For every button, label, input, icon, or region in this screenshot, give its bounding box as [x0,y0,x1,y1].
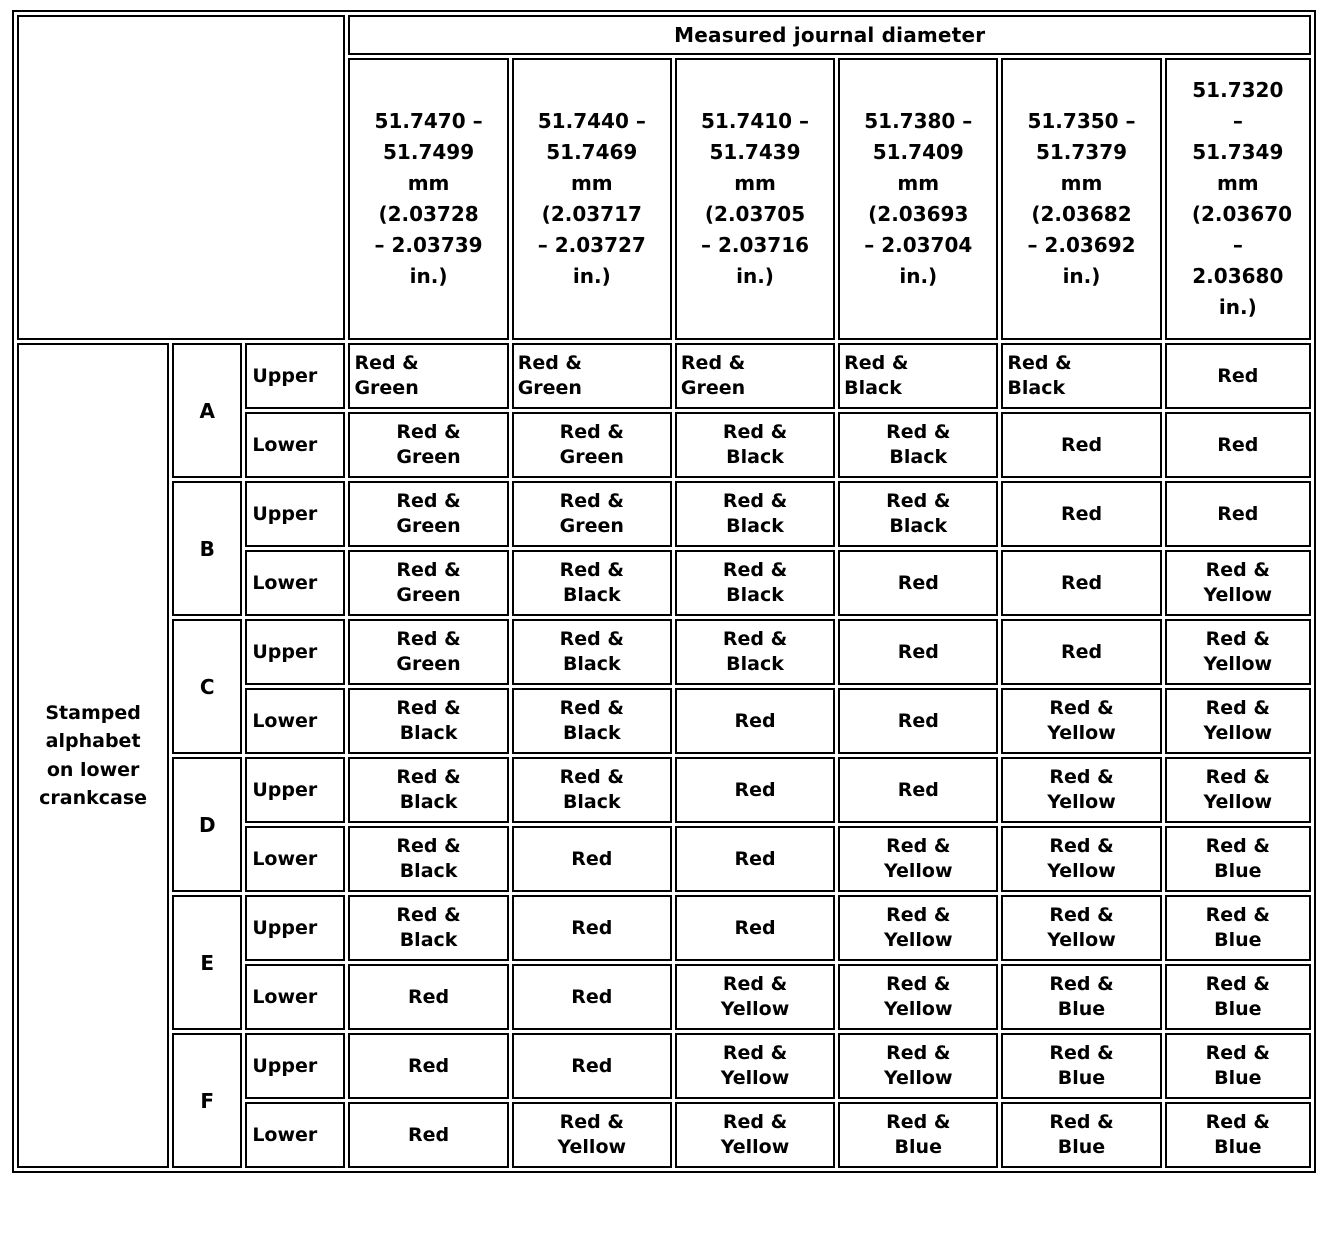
bearing-color-cell [512,1102,672,1168]
bearing-color-cell [838,757,998,823]
bearing-color-cell [512,757,672,823]
bearing-color-cell [1001,619,1161,685]
bearing-color-cell [512,688,672,754]
bearing-color-text: Red & Black [886,490,951,537]
bearing-color-text: Red & Blue [1205,1111,1270,1158]
bearing-color-text: Red [571,985,613,1008]
column-header-text: 51.7320 – 51.7349 mm (2.03670 – 2.03680 in.) [1191,78,1293,319]
column-header-text: 51.7470 – 51.7499 mm (2.03728 – 2.03739 in.) [374,109,483,288]
bearing-color-cell [675,757,835,823]
bearing-color-cell [348,964,508,1030]
bearing-color-text: Red & Black [396,697,461,744]
bearing-color-text: Red & Yellow [557,1111,627,1158]
row-position-label: Upper [245,1033,345,1099]
column-header-text: 51.7410 – 51.7439 mm (2.03705 – 2.03716 in.) [701,109,810,288]
bearing-color-text: Red & Black [559,766,624,813]
row-position-label: Upper [245,481,345,547]
bearing-color-cell [675,619,835,685]
bearing-color-text: Red [1217,433,1259,456]
bearing-color-cell [838,412,998,478]
bearing-color-cell [348,619,508,685]
bearing-color-text: Red [408,985,450,1008]
bearing-color-text: Red & Green [396,628,461,675]
bearing-color-text: Red [897,640,939,663]
bearing-color-text: Red & Blue [1205,1042,1270,1089]
bearing-color-text: Red [734,778,776,801]
bearing-color-text: Red & Green [559,490,624,537]
bearing-color-cell [512,826,672,892]
row-group-header-text: Stamped alphabet on lower crankcase [39,701,148,809]
bearing-color-text: Red [734,709,776,732]
bearing-color-text: Red & Yellow [883,904,953,951]
bearing-color-text: Red [734,916,776,939]
bearing-color-text: Red & Black [396,766,461,813]
bearing-color-cell [838,550,998,616]
bearing-color-cell [1001,688,1161,754]
bearing-color-text: Red & Yellow [720,973,790,1020]
bearing-color-cell [838,1102,998,1168]
bearing-color-cell [1165,757,1311,823]
bearing-color-text: Red & Blue [1205,904,1270,951]
bearing-color-text: Red [1060,502,1103,525]
bearing-color-text: Red & Green [559,421,624,468]
bearing-color-cell [1001,826,1161,892]
bearing-color-cell [348,688,508,754]
bearing-color-cell [1001,757,1161,823]
bearing-color-text: Red & Yellow [720,1111,790,1158]
bearing-color-text: Red & Yellow [883,973,953,1020]
bearing-color-text: Red [408,1123,450,1146]
bearing-color-text: Red & Yellow [1047,697,1116,744]
bearing-color-text: Red [1217,502,1259,525]
row-position-label: Lower [245,550,345,616]
column-header-journal-range [838,58,998,340]
bearing-color-cell [838,964,998,1030]
bearing-color-cell [838,619,998,685]
column-header-journal-range [1165,58,1311,340]
bearing-color-text: Red & Blue [1049,973,1114,1020]
bearing-color-text: Red & Yellow [1203,628,1273,675]
bearing-color-cell [675,1102,835,1168]
bearing-color-cell [675,964,835,1030]
bearing-color-cell [838,826,998,892]
bearing-color-text: Red & Yellow [883,1042,953,1089]
bearing-color-cell [675,412,835,478]
bearing-color-cell [348,412,508,478]
column-header-text: 51.7380 – 51.7409 mm (2.03693 – 2.03704 in.) [864,109,973,288]
bearing-color-text: Red & Yellow [1203,559,1273,606]
row-position-label: Upper [245,895,345,961]
group-header-row [17,15,1311,55]
row-position-label: Lower [245,826,345,892]
table-row-d-upper [17,757,1311,823]
column-header-journal-range [675,58,835,340]
bearing-color-text: Red & Green [396,559,461,606]
bearing-color-text: Red & Yellow [1047,904,1116,951]
column-header-text: 51.7440 – 51.7469 mm (2.03717 – 2.03727 in.) [537,109,646,288]
bearing-color-cell [838,895,998,961]
bearing-color-cell [675,343,835,409]
bearing-color-text: Red & Black [722,559,788,606]
bearing-color-cell [1165,895,1311,961]
bearing-color-cell [1001,1102,1161,1168]
bearing-color-text: Red & Blue [1205,973,1270,1020]
row-letter: C [172,619,242,754]
bearing-color-text: Red & Black [396,904,461,951]
bearing-color-text: Red [1060,433,1103,456]
bearing-color-cell [675,550,835,616]
bearing-color-cell [512,343,672,409]
bearing-color-text: Red & Black [722,628,788,675]
bearing-color-cell [348,826,508,892]
row-letter: E [172,895,242,1030]
bearing-color-text: Red & Green [517,352,582,399]
bearing-color-text: Red & Blue [1205,835,1270,882]
bearing-color-cell [675,688,835,754]
bearing-color-cell [1165,1102,1311,1168]
bearing-color-text: Red [897,778,939,801]
bearing-color-text: Red & Blue [1049,1111,1114,1158]
bearing-color-text: Red [571,916,613,939]
bearing-color-text: Red & Black [722,490,788,537]
bearing-color-text: Red & Yellow [1047,766,1116,813]
column-header-journal-range [512,58,672,340]
table-row-b-upper [17,481,1311,547]
bearing-color-text: Red & Yellow [1203,766,1273,813]
bearing-color-cell [348,1033,508,1099]
bearing-color-text: Red [571,1054,613,1077]
bearing-color-cell [675,1033,835,1099]
table-row-a-upper [17,343,1311,409]
bearing-color-cell [348,757,508,823]
bearing-color-cell [1165,826,1311,892]
bearing-color-text: Red & Yellow [1203,697,1273,744]
table-row-f-upper [17,1033,1311,1099]
bearing-color-text: Red & Green [396,490,461,537]
bearing-color-cell [1165,1033,1311,1099]
bearing-color-cell [1001,412,1161,478]
bearing-color-cell [348,1102,508,1168]
bearing-color-cell [675,481,835,547]
bearing-selection-table [12,10,1316,1173]
bearing-color-cell [1165,619,1311,685]
bearing-color-cell [1165,481,1311,547]
bearing-color-text: Red [1060,640,1103,663]
column-header-text: 51.7350 – 51.7379 mm (2.03682 – 2.03692 in.) [1027,109,1136,288]
bearing-color-cell [348,550,508,616]
bearing-color-text: Red & Blue [1049,1042,1114,1089]
bearing-color-cell [1001,964,1161,1030]
bearing-color-cell [512,550,672,616]
bearing-color-text: Red [897,709,939,732]
row-position-label: Upper [245,343,345,409]
table-body [17,343,1311,1168]
bearing-color-cell [512,619,672,685]
bearing-color-cell [838,1033,998,1099]
bearing-color-text: Red & Green [680,352,746,399]
bearing-color-cell [1001,343,1161,409]
row-letter: A [172,343,242,478]
bearing-color-text: Red & Black [559,559,624,606]
bearing-color-cell [512,1033,672,1099]
row-position-label: Lower [245,1102,345,1168]
table-row-e-upper [17,895,1311,961]
bearing-color-cell [512,481,672,547]
row-letter: D [172,757,242,892]
column-header-journal-range [348,58,508,340]
bearing-color-text: Red & Black [722,421,788,468]
bearing-color-cell [838,481,998,547]
row-position-label: Lower [245,688,345,754]
bearing-color-cell [1165,343,1311,409]
bearing-color-text: Red & Black [559,697,624,744]
bearing-color-text: Red [1060,571,1103,594]
table-row-c-upper [17,619,1311,685]
bearing-color-text: Red & Black [886,421,951,468]
bearing-color-text: Red & Black [1007,352,1072,399]
bearing-color-cell [512,895,672,961]
bearing-color-cell [348,481,508,547]
bearing-color-text: Red & Green [354,352,419,399]
bearing-color-cell [675,895,835,961]
bearing-color-text: Red [1217,364,1259,387]
bearing-color-cell [1001,481,1161,547]
bearing-color-text: Red & Black [396,835,461,882]
bearing-color-cell [1165,688,1311,754]
bearing-color-cell [348,343,508,409]
bearing-color-text: Red [897,571,939,594]
column-group-header: Measured journal diameter [348,15,1311,55]
row-position-label: Lower [245,964,345,1030]
bearing-color-cell [1165,412,1311,478]
bearing-color-cell [1165,550,1311,616]
bearing-color-text: Red [571,847,613,870]
corner-cell [17,15,345,340]
row-position-label: Lower [245,412,345,478]
row-position-label: Upper [245,619,345,685]
bearing-color-cell [1001,550,1161,616]
bearing-color-text: Red & Green [396,421,461,468]
row-letter: F [172,1033,242,1168]
row-letter: B [172,481,242,616]
bearing-color-cell [838,343,998,409]
bearing-color-text: Red & Blue [886,1111,951,1158]
row-group-header [17,343,169,1168]
row-position-label: Upper [245,757,345,823]
bearing-color-text: Red & Yellow [883,835,953,882]
column-header-journal-range [1001,58,1161,340]
bearing-color-text: Red & Yellow [720,1042,790,1089]
bearing-color-text: Red & Black [559,628,624,675]
bearing-color-text: Red & Yellow [1047,835,1116,882]
bearing-color-text: Red [408,1054,450,1077]
bearing-color-cell [512,964,672,1030]
bearing-color-cell [675,826,835,892]
bearing-color-text: Red [734,847,776,870]
bearing-color-cell [1001,1033,1161,1099]
bearing-color-cell [512,412,672,478]
bearing-color-text: Red & Black [844,352,909,399]
bearing-color-cell [838,688,998,754]
bearing-color-cell [348,895,508,961]
bearing-color-cell [1001,895,1161,961]
bearing-color-cell [1165,964,1311,1030]
